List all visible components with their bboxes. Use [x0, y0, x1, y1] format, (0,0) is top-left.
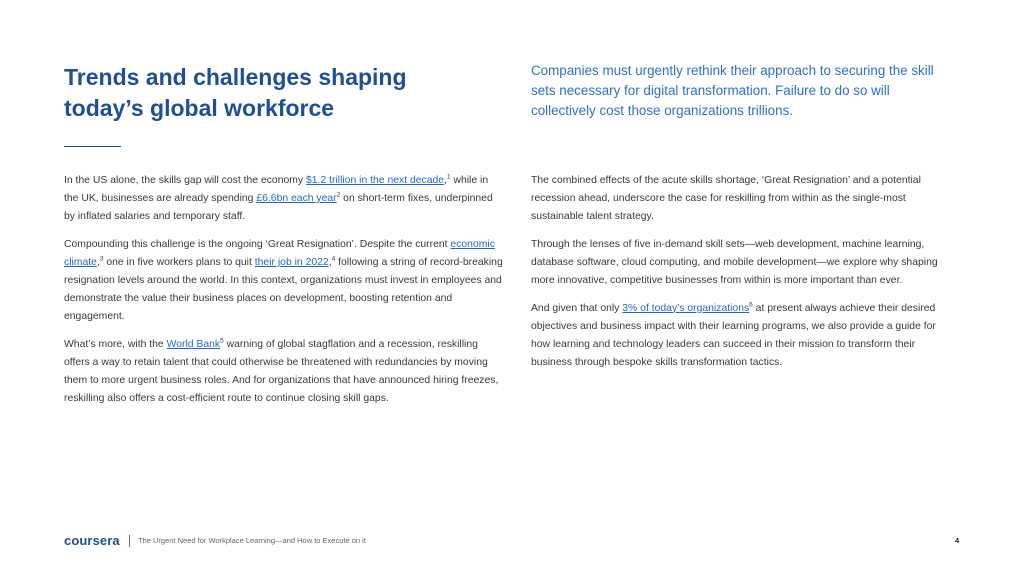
link-economic-climate[interactable]: economic climate — [64, 238, 495, 268]
left-column — [64, 172, 504, 418]
lead-paragraph: Companies must urgently rethink their approach to securing the skill sets necessary for digital transformation. Failure to do so will collectively cost those organizations trillions. — [531, 63, 934, 118]
text: following a string of record-breaking resignation levels around the world. In this context, organizations must invest in employees and demonstrate the value their business places on development, boosting retention and engagement. — [64, 256, 503, 323]
footnote-ref-1: 1 — [446, 173, 451, 181]
page-title — [64, 62, 484, 124]
right-paragraph-3 — [531, 300, 956, 372]
text: , — [444, 175, 447, 186]
text: Compounding this challenge is the ongoing ‘Great Resignation’. Despite the current — [64, 238, 451, 250]
coursera-logo: coursera — [64, 533, 120, 548]
text: What’s more, with the — [64, 338, 167, 350]
text: on short-term fixes, underpinned by inflated salaries and temporary staff. — [64, 193, 493, 223]
footnote-ref-3: 3 — [99, 255, 104, 263]
left-paragraph-1 — [64, 172, 504, 226]
page-title-line-2: today’s global workforce — [64, 95, 335, 121]
page-footer — [64, 533, 964, 549]
page-title-line-1: Trends and challenges shaping — [64, 64, 407, 90]
footnote-ref-5: 5 — [220, 337, 224, 345]
right-column — [531, 172, 956, 381]
link-todays-organizations[interactable]: 3% of today’s organizations — [622, 302, 750, 314]
text: And given that only — [531, 302, 623, 314]
link-uk-spending[interactable]: £6.6bn each year — [256, 193, 337, 205]
link-skills-gap-cost[interactable]: $1.2 trillion in the next decade — [306, 175, 445, 186]
footer-divider — [129, 535, 130, 547]
text: while in the UK, businesses are already spending — [64, 175, 489, 205]
right-paragraph-1: The combined effects of the acute skills shortage, ‘Great Resignation’ and a potential recession ahead, underscore the case for reskilling from within as the single-most sustainable talent strategy. — [531, 175, 921, 223]
title-underline — [64, 146, 121, 147]
text: at present always achieve their desired objectives and business impact with their learning programs, we also provide a guide for how learning and technology leaders can succeed in their mission to transform their business through bespoke skills transformation tactics. — [531, 302, 936, 368]
text: one in five workers plans to quit — [103, 256, 255, 268]
text: In the US alone, the skills gap will cost the economy — [64, 175, 306, 186]
link-job-2022[interactable]: their job in 2022 — [254, 256, 329, 268]
text: warning of global stagflation and a recession, reskilling offers a way to retain talent that could otherwise be threatened with redundancies by moving them to more urgent business roles. And for organizations that have announced hiring freezes, reskilling also offers a cost-efficient route to continue closing skill gaps. — [64, 338, 499, 405]
link-world-bank[interactable]: World Bank — [166, 338, 221, 350]
footer-document-title: The Urgent Need for Workplace Learning—and How to Execute on it — [138, 536, 366, 545]
footnote-ref-6: 6 — [749, 301, 753, 309]
page-number: 4 — [955, 536, 960, 545]
right-paragraph-2: Through the lenses of five in-demand skill sets—web development, machine learning, database software, cloud computing, and mobile development—we explore why shaping more innovative, competitive businesses from within is more important than ever. — [531, 238, 938, 286]
text: , — [96, 256, 100, 268]
footnote-ref-4: 4 — [331, 255, 336, 263]
left-paragraph-2 — [64, 236, 504, 326]
left-paragraph-3 — [64, 336, 504, 408]
footnote-ref-2: 2 — [336, 191, 341, 199]
text: , — [328, 256, 332, 268]
